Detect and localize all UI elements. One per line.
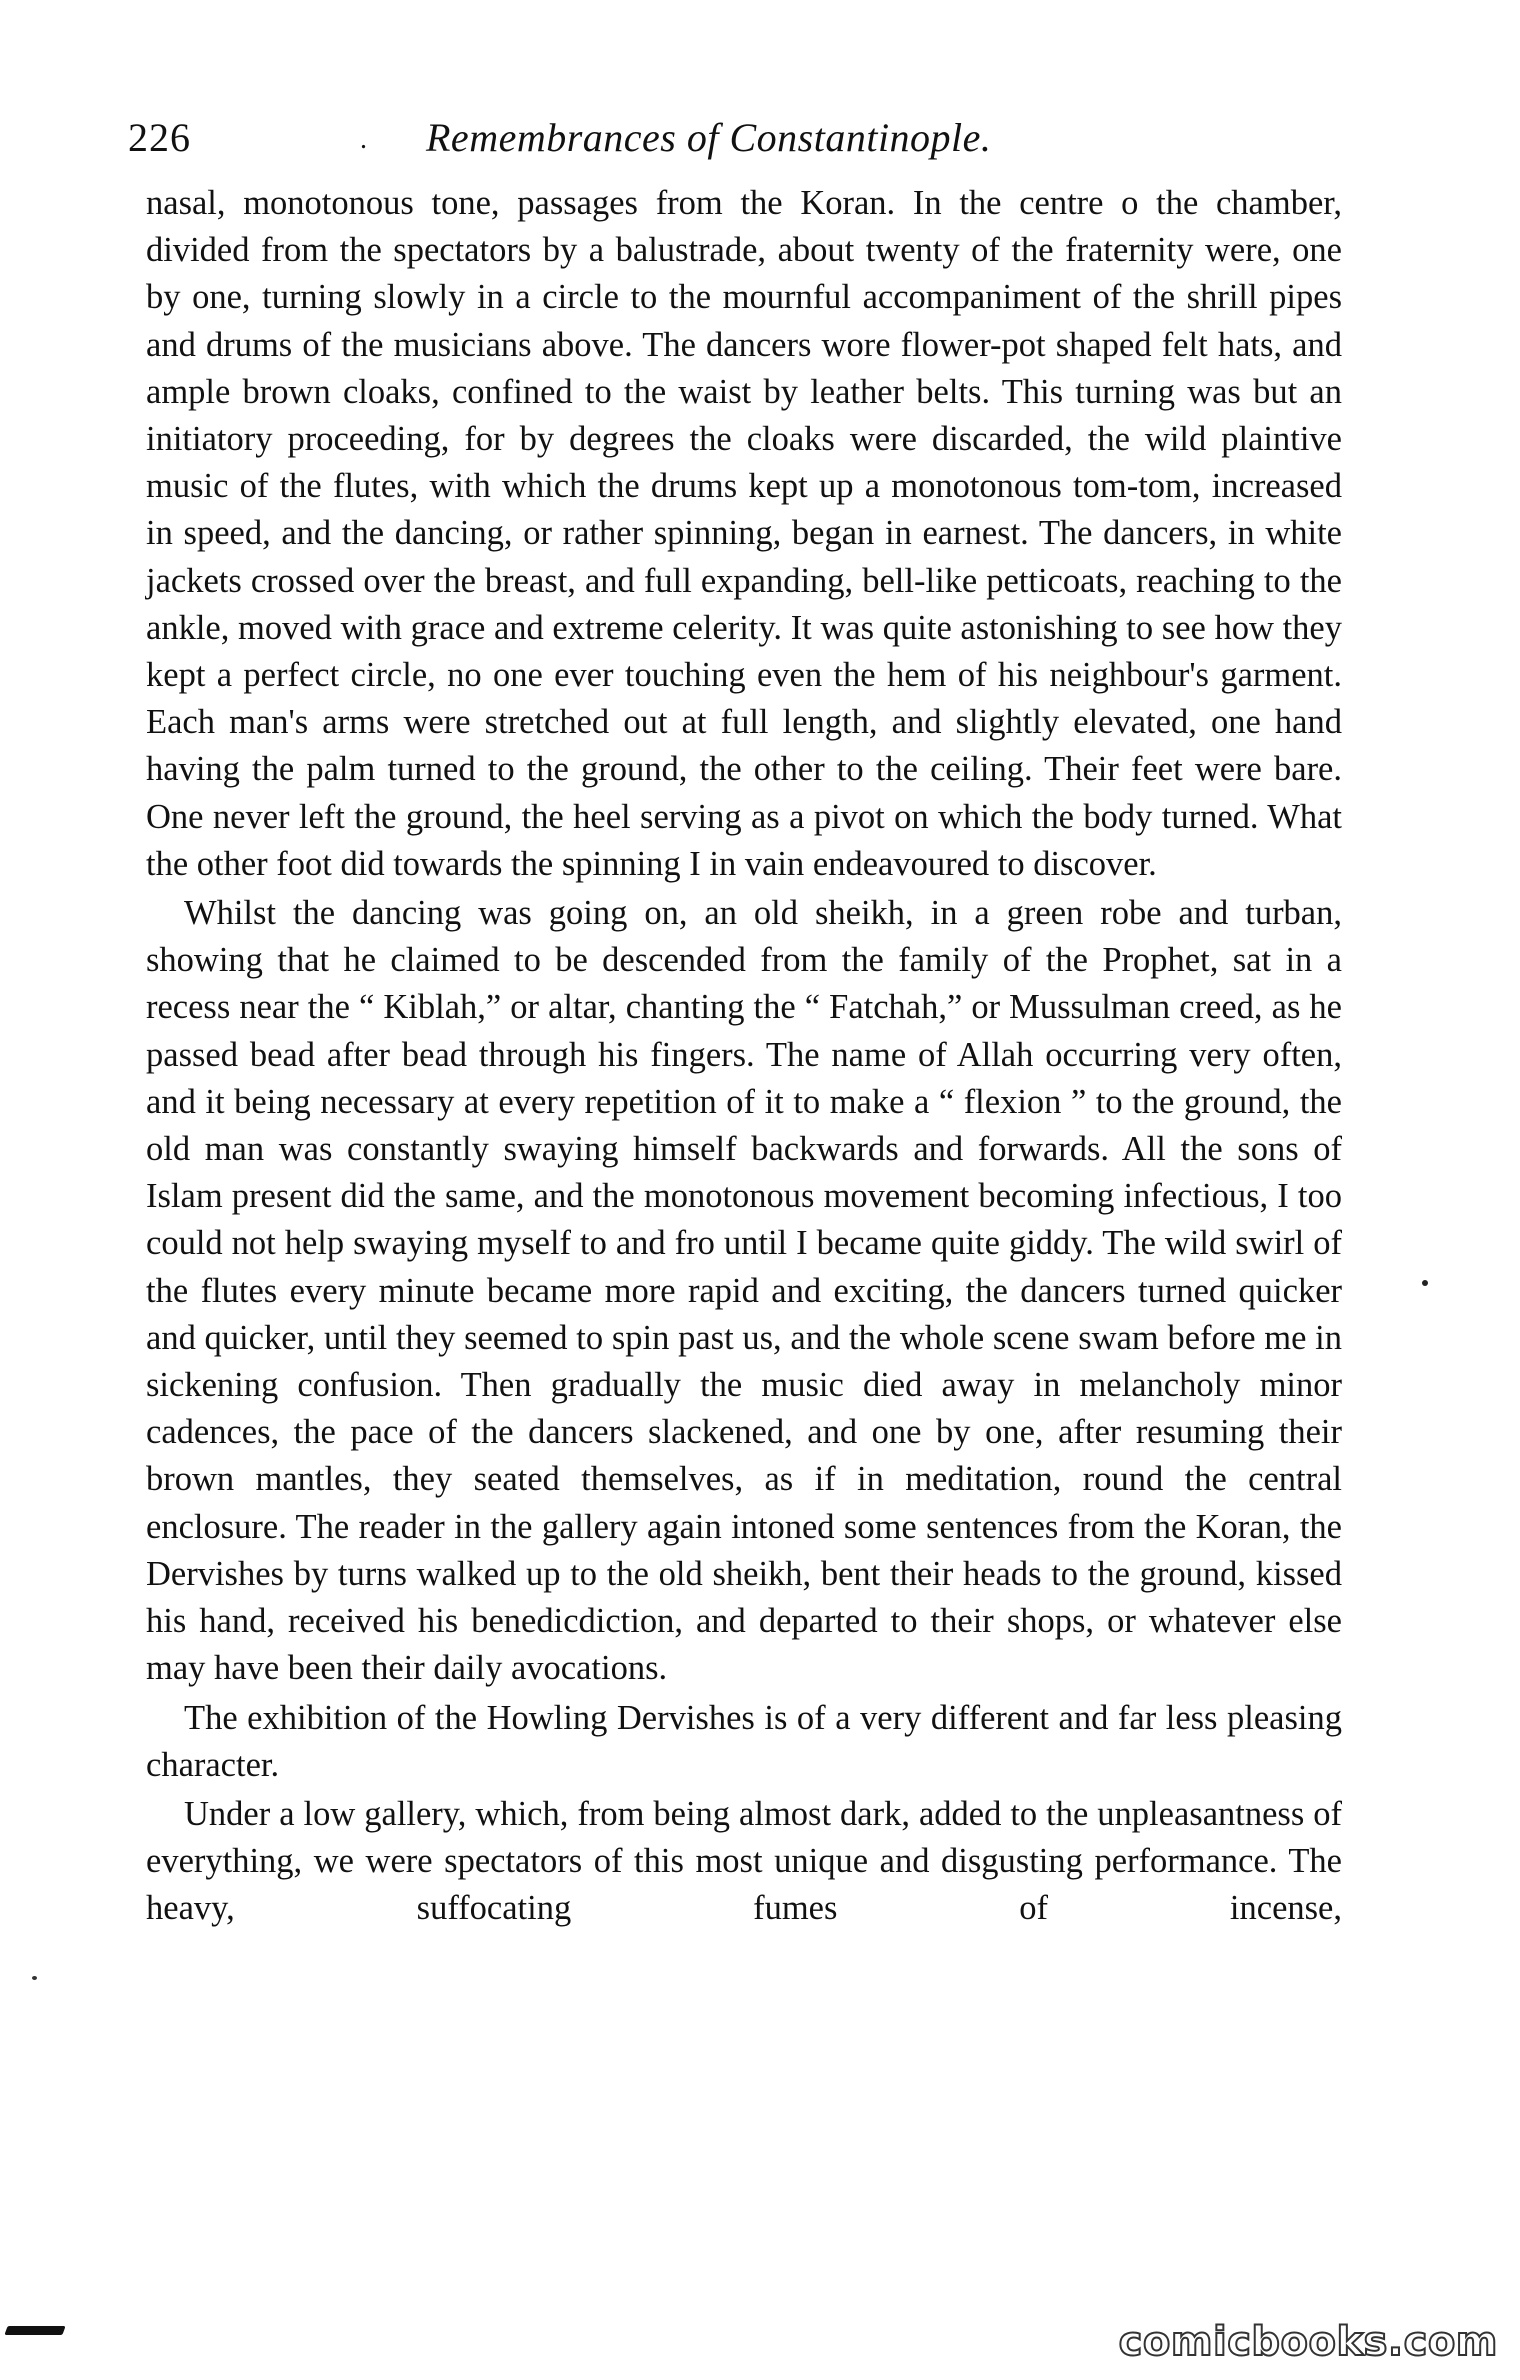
edge-mark: [4, 2326, 65, 2335]
paragraph-continued: nasal, monotonous tone, passages from the Koran. In the centre o the chamber, divided from the spectators by a balustrade, about twenty of the fraternity were, one by one, turning slowly in a circle to the mournful accompaniment of the shrill pipes and drums of the musicians above. The dancers wore flower-pot shaped felt hats, and ample brown cloaks, confined to the waist by leather belts. This turning was but an initiatory proceeding, for by degrees the cloaks were discarded, the wild plaintive music of the flutes, with which the drums kept up a monotonous tom-tom, increased in speed, and the dancing, or rather spinning, began in earnest. The dancers, in white jackets crossed over the breast, and full expanding, bell-like petticoats, reaching to the ankle, moved with grace and extreme celerity. It was quite astonishing to see how they kept a perfect circle, no one ever touching even the hem of his neighbour's garment. Each man's arms were stretched out at full length, and slightly elevated, one hand having the palm turned to the ground, the other to the ceiling. Their feet were bare. One never left the ground, the heel serving as a pivot on which the body turned. What the other foot did towards the spinning I in vain endeavoured to discover.: [146, 184, 1342, 883]
body-text: [146, 180, 1342, 1933]
running-head: [128, 108, 1348, 168]
running-title: Remembrances of Constantinople.: [426, 115, 992, 160]
running-head-separator: .: [360, 124, 367, 155]
paragraph-low-gallery: Under a low gallery, which, from being almost dark, added to the unpleasantness of everything, we were spectators of this most unique and disgusting performance. The heavy, suffocating fumes of incense,: [146, 1794, 1342, 1928]
paragraph-sheikh: Whilst the dancing was going on, an old sheikh, in a green robe and turban, showing that he claimed to be descended from the family of the Prophet, sat in a recess near the “ Kiblah,” or altar, chanting the “ Fatchah,” or Mussulman creed, as he passed bead after bead through his fingers. The name of Allah occurring very often, and it being necessary at every repetition of it to make a “ flexion ” to the ground, the old man was constantly swaying himself backwards and forwards. All the sons of Islam present did the same, and the monotonous movement becoming infectious, I too could not help swaying myself to and fro until I became quite giddy. The wild swirl of the flutes every minute became more rapid and exciting, the dancers turned quicker and quicker, until they seemed to spin past us, and the whole scene swam before me in sickening confusion. Then gradually the music died away in melancholy minor cadences, the pace of the dancers slackened, and one by one, after resuming their brown mantles, they seated themselves, as if in meditation, round the central enclosure. The reader in the gallery again intoned some sentences from the Koran, the Dervishes by turns walked up to the old sheikh, bent their heads to the ground, kissed his hand, received his benedicdiction, and departed to their shops, or whatever else may have been their daily avocations.: [146, 894, 1342, 1688]
margin-speck: [1422, 1280, 1428, 1286]
page-number: 226: [128, 115, 191, 160]
watermark-logo: comicbooks.com: [1118, 2319, 1498, 2365]
paragraph-howling-dervishes: The exhibition of the Howling Dervishes is of a very different and far less pleasing character.: [146, 1698, 1342, 1784]
margin-speck: [32, 1976, 37, 1980]
